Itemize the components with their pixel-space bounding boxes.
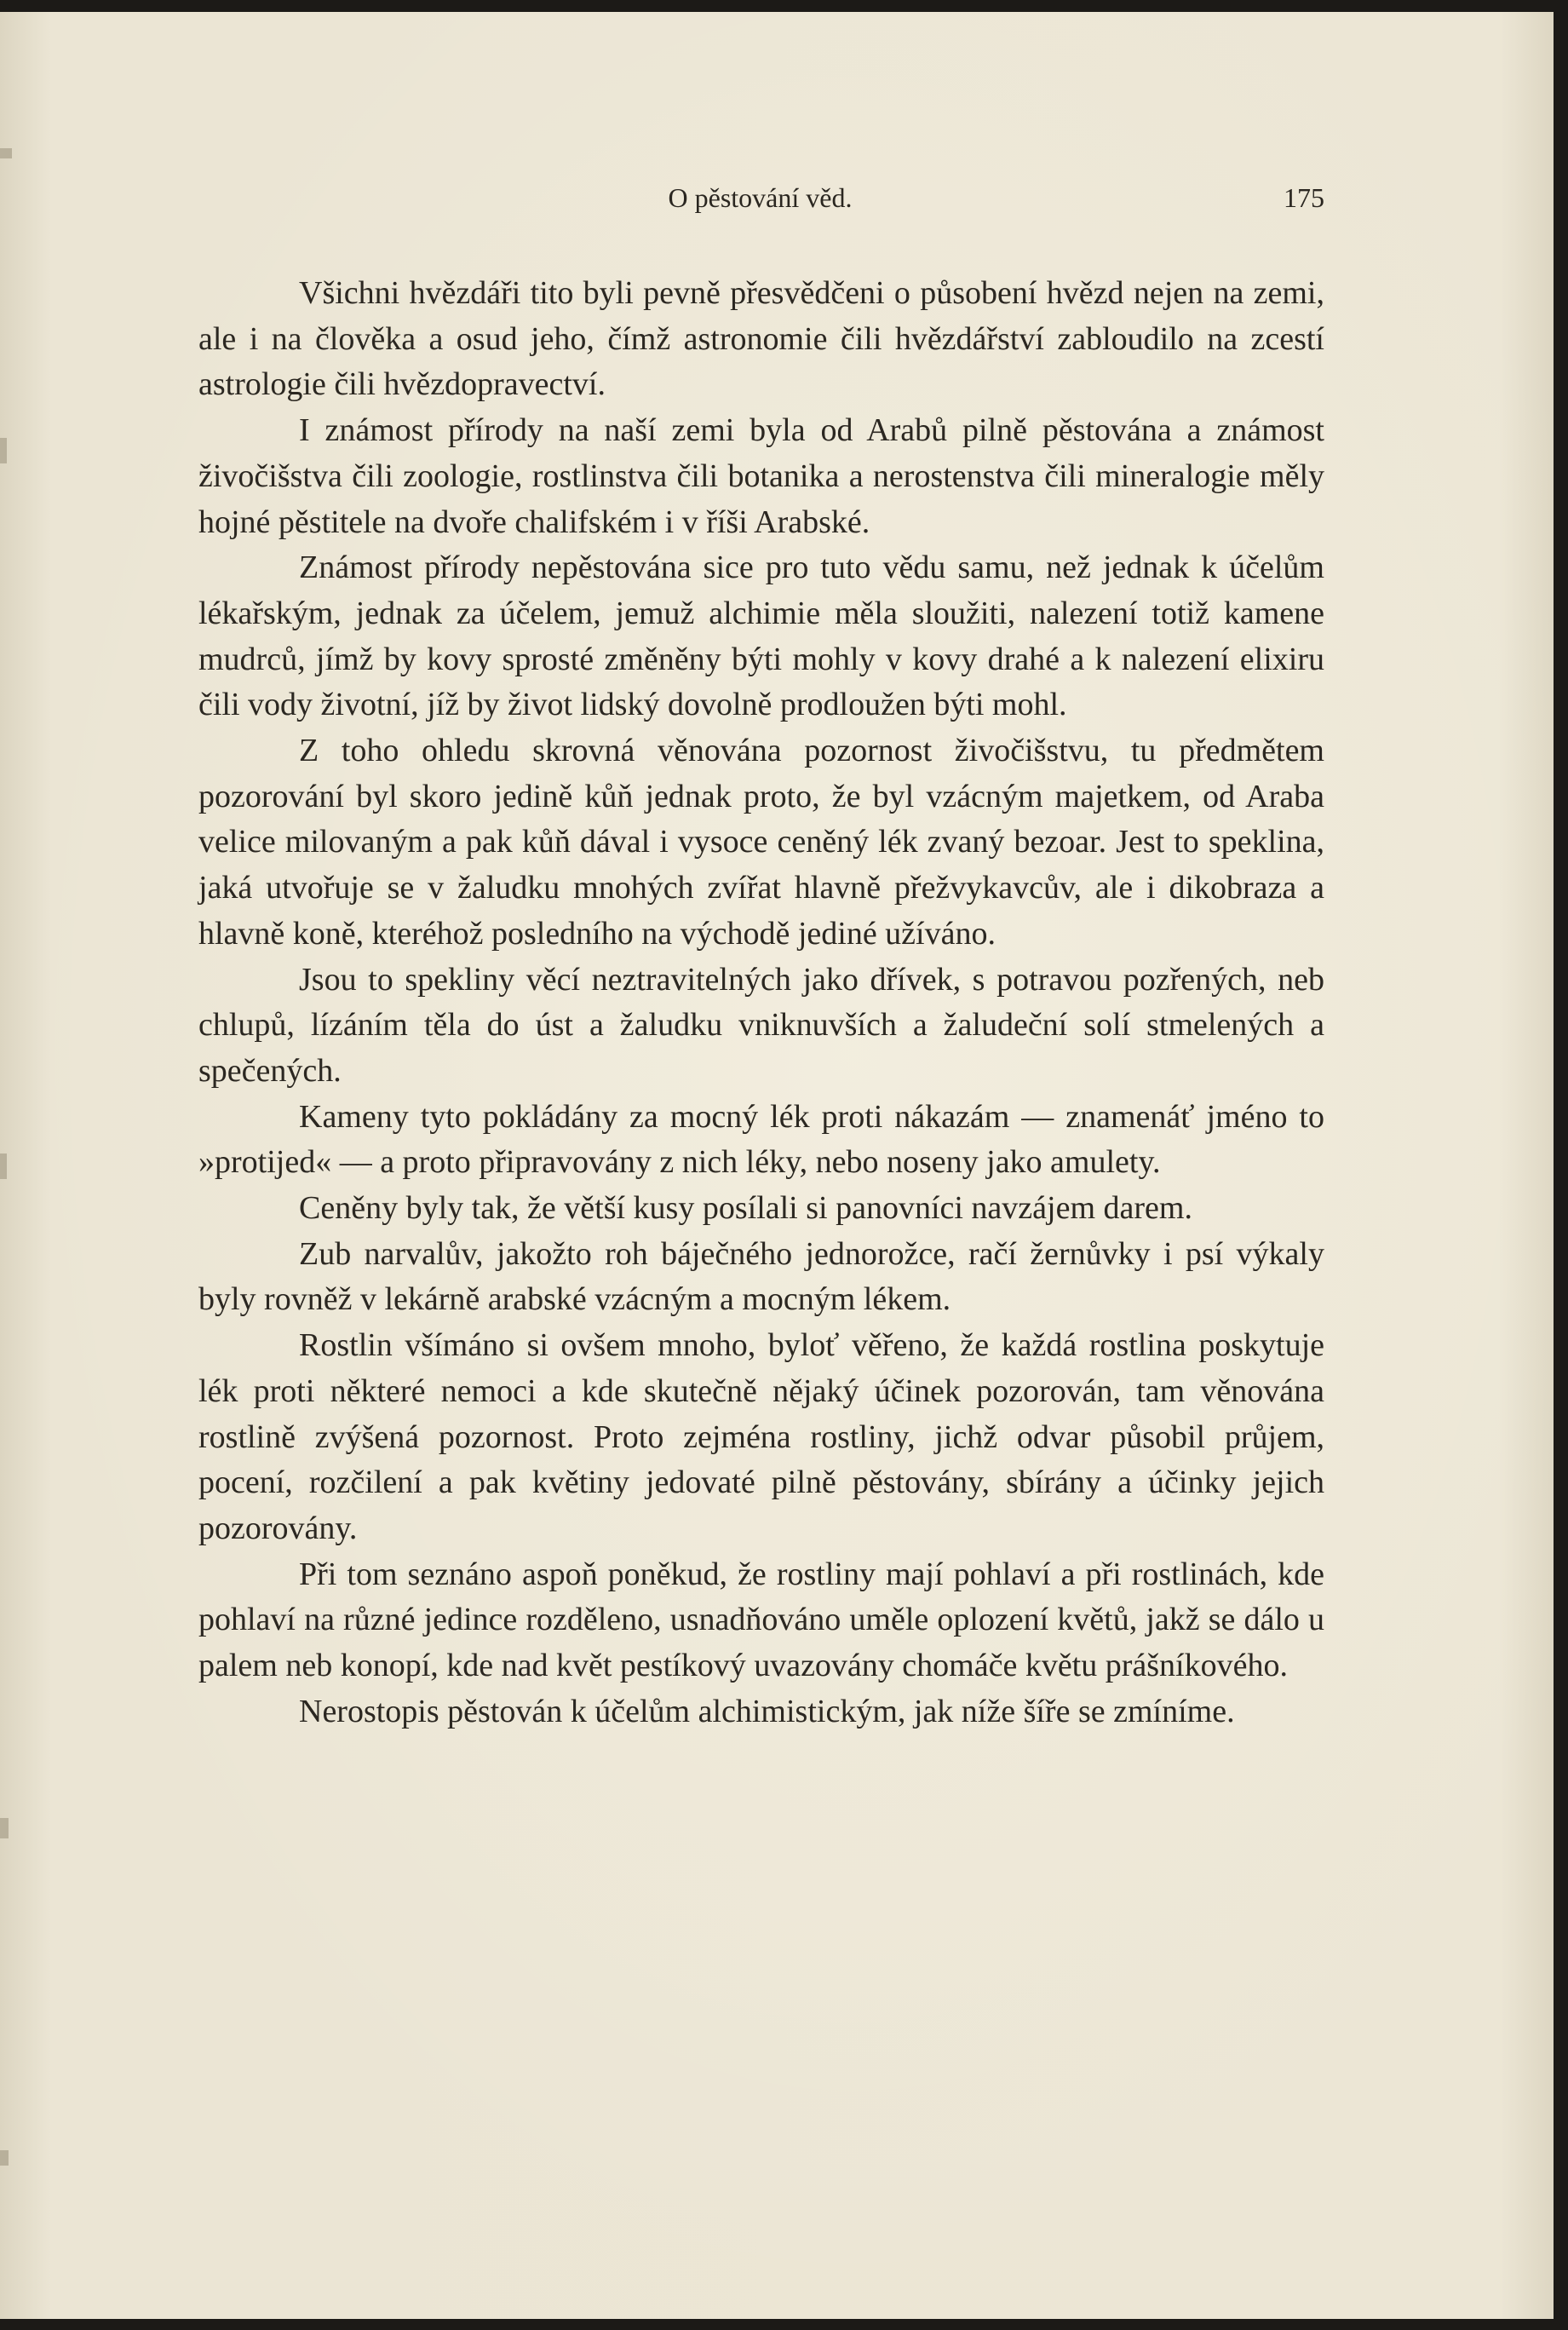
gutter-mark: [0, 1153, 7, 1179]
paragraph: Nerostopis pěstován k účelům alchimistickým, jak níže šíře se zmíníme.: [299, 1693, 1235, 1729]
page-header: [196, 182, 1324, 225]
gutter-mark: [0, 148, 12, 158]
paragraph: Jsou to spekliny věcí neztravitelných jako dřívek, s potravou pozřených, neb chlupů, lízáním těla do úst a žaludku vniknuvších a žaludeční solí stmelených a spečených.: [198, 961, 1324, 1089]
running-title: O pěstování věd.: [668, 182, 853, 213]
body-text: [198, 271, 1324, 1735]
paragraph: Z toho ohledu skrovná věnována pozornost živočišstvu, tu předmětem pozorování byl skoro jedině kůň jednak proto, že byl vzácným majetkem, od Araba velice milovaným a pak kůň dával i vysoce ceněný lék zvaný bezoar. Jest to speklina, jaká utvořuje se v žaludku mnohých zvířat hlavně přežvykavcův, ale i dikobraza a hlavně koně, kteréhož posledního na východě jediné užíváno.: [198, 733, 1324, 952]
paragraph: Zub narvalův, jakožto roh báječného jednorožce, račí žernůvky i psí výkaly byly rovněž v lekárně arabské vzácným a mocným lékem.: [198, 1235, 1324, 1318]
page-number: 175: [1284, 182, 1324, 213]
paragraph: Rostlin všímáno si ovšem mnoho, byloť věřeno, že každá rostlina poskytuje lék proti některé nemoci a kde skutečně nějaký účinek pozorován, tam věnována rostlině zvýšená pozornost. Proto zejména rostliny, jichž odvar působil průjem, pocení, rozčilení a pak květiny jedovaté pilně pěstovány, sbírány a účinky jejich pozorovány.: [198, 1327, 1324, 1546]
paragraph: Ceněny byly tak, že větší kusy posílali si panovníci navzájem darem.: [299, 1190, 1192, 1227]
paragraph: Kameny tyto pokládány za mocný lék proti nákazám — znamenáť jméno to »protijed« — a proto připravovány z nich léky, nebo noseny jako amulety.: [198, 1098, 1324, 1181]
gutter-mark: [0, 1818, 9, 1838]
book-page: [0, 12, 1554, 2319]
paragraph: Při tom seznáno aspoň poněkud, že rostliny mají pohlaví a při rostlinách, kde pohlaví na různé jedince rozděleno, usnadňováno uměle oplození květů, jakž se dálo u palem neb konopí, kde nad květ pestíkový uvazovány chomáče květu prášníkového.: [198, 1556, 1324, 1684]
gutter-mark: [0, 2150, 9, 2166]
gutter-mark: [0, 438, 7, 463]
paragraph: I známost přírody na naší zemi byla od Arabů pilně pěstována a známost živočišstva čili zoologie, rostlinstva čili botanika a nerostenstva čili mineralogie měly hojné pěstitele na dvoře chalifském i v říši Arabské.: [198, 412, 1324, 540]
paragraph: Známost přírody nepěstována sice pro tuto vědu samu, než jednak k účelům lékařským, jednak za účelem, jemuž alchimie měla sloužiti, nalezení totiž kamene mudrců, jímž by kovy sprosté změněny býti mohly v kovy drahé a k nalezení elixiru čili vody životní, jíž by život lidský dovolně prodloužen býti mohl.: [198, 549, 1324, 723]
paragraph: Všichni hvězdáři tito byli pevně přesvědčeni o působení hvězd nejen na zemi, ale i na člověka a osud jeho, čímž astronomie čili hvězdářství zabloudilo na zcestí astrologie čili hvězdopravectví.: [198, 275, 1324, 403]
